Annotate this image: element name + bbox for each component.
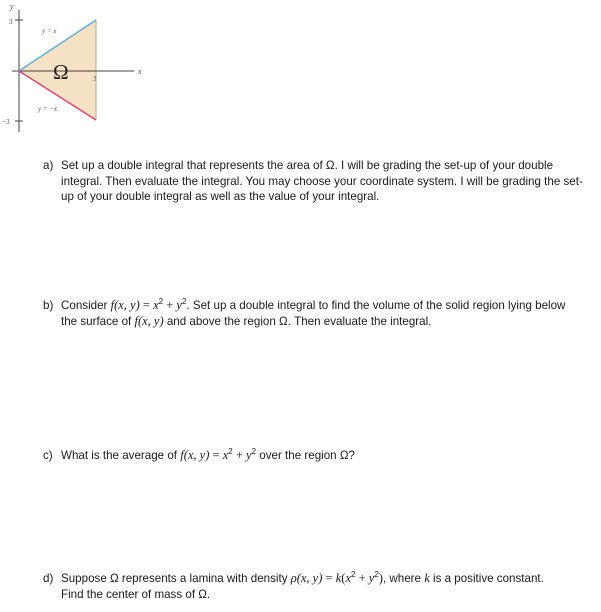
x-axis-label: x xyxy=(138,67,142,76)
problem-d-line2: Find the center of mass of Ω. xyxy=(61,587,211,601)
problem-b-text: Consider f(x, $y) = x^2 + y^2$. Set up a double integral to find the volume of the solid region lying below the surface of f(x, y) and above the region Ω. Then evaluate the integral. xyxy=(61,297,566,328)
problem-d xyxy=(43,571,583,602)
y-axis-label: y xyxy=(10,2,14,11)
problem-c-label: c) xyxy=(43,449,53,462)
lower-line-label: y = −x xyxy=(38,105,58,113)
problem-b-label: b) xyxy=(43,299,54,312)
tick-label-bottom: −3 xyxy=(2,118,10,126)
tick-label-x: 3 xyxy=(93,75,97,83)
problem-c xyxy=(43,448,583,464)
problem-b xyxy=(43,298,583,329)
problem-a xyxy=(43,158,583,205)
region-label: Ω xyxy=(53,60,69,84)
tick-label-top: 3 xyxy=(9,18,13,26)
problem-c-text: What is the average of f(x, $y) = x^2 + y^2$ over the region Ω? xyxy=(61,447,355,462)
region-figure xyxy=(0,0,160,140)
problem-a-label: a) xyxy=(43,159,54,172)
upper-line-label: y = x xyxy=(42,27,57,35)
problem-a-text: Set up a double integral that represents the area of Ω. I will be grading the set-up of your double integral. Then evaluate the integral. You may choose your coordinate system. I will be grading the set-up of your double integral as well as the value of your integral. xyxy=(61,159,583,203)
problem-d-text: Suppose Ω represents a lamina with density ρ(x, $y) = k(x^2 + y^2)$, where k is a positive constant. Find the center of mass of Ω. xyxy=(61,570,544,601)
problem-d-label: d) xyxy=(43,572,54,585)
